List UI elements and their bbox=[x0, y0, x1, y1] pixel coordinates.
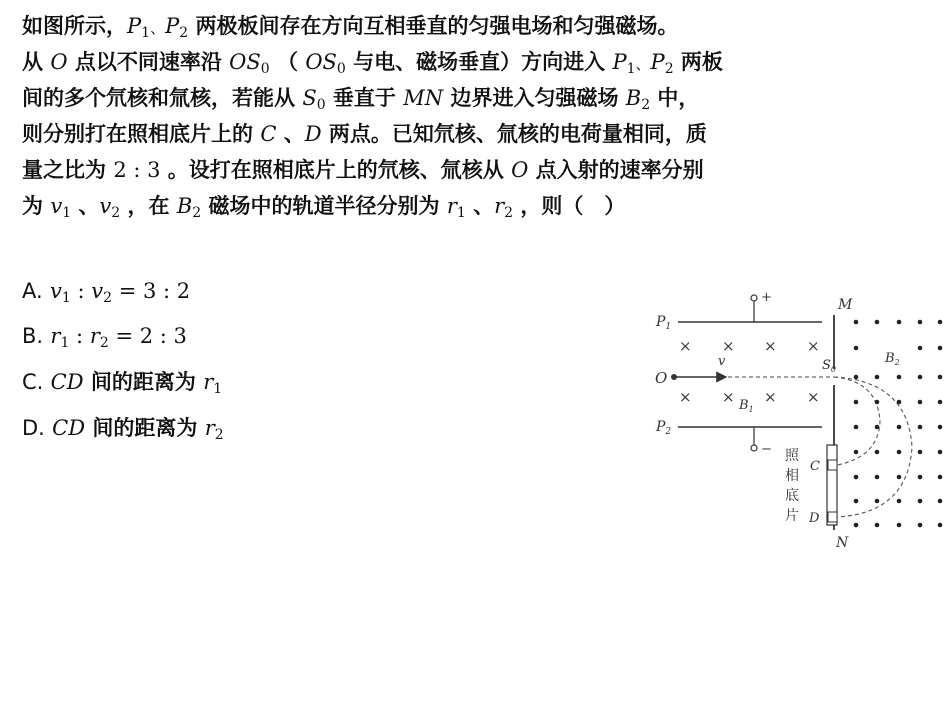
option-label: D. bbox=[22, 416, 45, 440]
field-dot bbox=[918, 450, 923, 455]
option-c[interactable] bbox=[22, 364, 222, 400]
spot-d bbox=[828, 512, 837, 522]
stem-text: 两极板间存在方向互相垂直的匀强电场和匀强磁场。 bbox=[188, 14, 679, 38]
field-dot bbox=[875, 450, 880, 455]
field-dot bbox=[938, 400, 943, 405]
stem-text: 间的多个氘核和氚核，若能从 bbox=[22, 86, 303, 110]
option-text: 间的距离为 bbox=[83, 370, 204, 394]
symbol-o: O bbox=[511, 158, 529, 182]
label-b2: $B_2$ bbox=[885, 351, 900, 367]
svg-text:片: 片 bbox=[785, 508, 799, 524]
field-dot bbox=[918, 523, 923, 528]
stem-text: 则分别打在照相底片上的 bbox=[22, 122, 261, 146]
option-label: B. bbox=[22, 324, 44, 348]
symbol-r2: $r_2$ bbox=[89, 324, 109, 351]
option-text: : bbox=[69, 324, 90, 348]
symbol-os0: $OS_0$ bbox=[305, 50, 346, 77]
stem-text: 两板 bbox=[673, 50, 723, 74]
label-n: N bbox=[836, 535, 849, 551]
symbol-mn: MN bbox=[403, 86, 444, 110]
stem-line-6 bbox=[22, 188, 937, 224]
stem-text: 垂直于 bbox=[325, 86, 404, 110]
stem-text: 、 bbox=[71, 194, 100, 218]
minus-terminal bbox=[751, 445, 757, 451]
field-dot bbox=[854, 320, 859, 325]
field-dot bbox=[854, 499, 859, 504]
symbol-p2: $P_2$ bbox=[165, 14, 189, 41]
option-b[interactable] bbox=[22, 318, 187, 354]
symbol-r1: $r_1$ bbox=[446, 194, 466, 221]
field-dot bbox=[918, 425, 923, 430]
symbol-p1: $P_1$ bbox=[612, 50, 636, 77]
symbol-r1: $r_1$ bbox=[50, 324, 70, 351]
label-c: C bbox=[810, 459, 820, 474]
spot-c bbox=[828, 460, 837, 470]
symbol-v2: $v_2$ bbox=[99, 194, 121, 221]
field-dot bbox=[854, 450, 859, 455]
field-dot bbox=[854, 375, 859, 380]
field-dot bbox=[854, 346, 859, 351]
option-a[interactable] bbox=[22, 273, 190, 309]
label-v: v bbox=[718, 354, 726, 369]
stem-text: 从 bbox=[22, 50, 51, 74]
symbol-v2: $v_2$ bbox=[91, 279, 113, 306]
field-dot bbox=[875, 425, 880, 430]
stem-text: （ bbox=[269, 50, 306, 74]
field-dot bbox=[897, 375, 902, 380]
field-dot bbox=[938, 523, 943, 528]
physics-diagram bbox=[650, 285, 945, 555]
symbol-b2: $B_2$ bbox=[625, 86, 651, 113]
stem-text: 如图所示， bbox=[22, 14, 127, 38]
label-o: O bbox=[655, 369, 668, 387]
stem-text: 两点。已知氘核、氚核的电荷量相同，质 bbox=[321, 122, 707, 146]
field-dot bbox=[897, 400, 902, 405]
svg-text:底: 底 bbox=[785, 488, 799, 504]
label-s0: $S_0$ bbox=[822, 358, 836, 374]
option-text: 间的距离为 bbox=[85, 416, 205, 440]
stem-text: 与电、磁场垂直）方向进入 bbox=[345, 50, 613, 74]
stem-text: 边界进入匀强磁场 bbox=[443, 86, 626, 110]
option-text: = 2 : 3 bbox=[108, 324, 187, 348]
symbol-cd: CD bbox=[52, 416, 86, 440]
symbol-b2: $B_2$ bbox=[176, 194, 202, 221]
svg-text:×: × bbox=[679, 337, 692, 355]
field-dot bbox=[938, 425, 943, 430]
stem-text: 、 bbox=[465, 194, 495, 218]
label-p1: $P_1$ bbox=[656, 314, 672, 332]
stem-text: 、 bbox=[150, 19, 166, 37]
plus-terminal bbox=[751, 295, 757, 301]
stem-line-1 bbox=[22, 8, 937, 44]
svg-text:×: × bbox=[807, 337, 820, 355]
field-dot bbox=[897, 450, 902, 455]
symbol-o: O bbox=[50, 50, 68, 74]
symbol-cd: CD bbox=[50, 370, 84, 394]
plus-label: + bbox=[761, 290, 772, 305]
film-label bbox=[785, 448, 800, 524]
field-dot bbox=[897, 499, 902, 504]
field-dot bbox=[938, 375, 943, 380]
symbol-r2: $r_2$ bbox=[494, 194, 514, 221]
svg-text:相: 相 bbox=[785, 468, 799, 484]
stem-text: 中， bbox=[650, 86, 700, 110]
option-d[interactable] bbox=[22, 410, 224, 446]
field-dot bbox=[918, 400, 923, 405]
option-text: = 3 : 2 bbox=[112, 279, 191, 303]
svg-text:照: 照 bbox=[785, 448, 799, 464]
field-dot bbox=[938, 499, 943, 504]
minus-label: − bbox=[761, 442, 772, 457]
stem-text: 、 bbox=[635, 55, 651, 73]
field-dot bbox=[854, 400, 859, 405]
symbol-v1: $v_1$ bbox=[49, 279, 71, 306]
field-dot bbox=[875, 400, 880, 405]
svg-text:×: × bbox=[764, 388, 777, 406]
field-dot bbox=[897, 475, 902, 480]
option-label: A. bbox=[22, 279, 43, 303]
label-m: M bbox=[838, 297, 853, 313]
option-label: C. bbox=[22, 370, 44, 394]
symbol-v1: $v_1$ bbox=[50, 194, 72, 221]
stem-text: ，则（ ） bbox=[513, 194, 626, 218]
field-dot bbox=[854, 425, 859, 430]
stem-text: 、 bbox=[276, 122, 305, 146]
svg-text:×: × bbox=[722, 337, 735, 355]
label-p2: $P_2$ bbox=[656, 419, 672, 437]
field-dot bbox=[875, 375, 880, 380]
field-dot bbox=[854, 475, 859, 480]
field-dot bbox=[938, 346, 943, 351]
b2-field-dots bbox=[854, 320, 943, 528]
symbol-c: C bbox=[260, 122, 277, 146]
field-dot bbox=[918, 475, 923, 480]
symbol-d: D bbox=[304, 122, 322, 146]
svg-text:×: × bbox=[807, 388, 820, 406]
trajectory-triton bbox=[834, 377, 912, 517]
field-dot bbox=[938, 320, 943, 325]
stem-line-5 bbox=[22, 152, 937, 188]
stem-line-4 bbox=[22, 116, 937, 152]
symbol-r1: $r_1$ bbox=[203, 370, 223, 397]
field-dot bbox=[854, 523, 859, 528]
svg-text:×: × bbox=[722, 388, 735, 406]
symbol-r2: $r_2$ bbox=[204, 416, 224, 443]
field-dot bbox=[918, 320, 923, 325]
b1-field-crosses bbox=[679, 337, 820, 406]
field-dot bbox=[918, 346, 923, 351]
stem-text: 磁场中的轨道半径分别为 bbox=[201, 194, 447, 218]
field-dot bbox=[897, 320, 902, 325]
field-dot bbox=[938, 475, 943, 480]
symbol-os0: $OS_0$ bbox=[229, 50, 270, 77]
stem-text: 点入射的速率分别 bbox=[528, 158, 704, 182]
field-dot bbox=[938, 450, 943, 455]
stem-text: 。设打在照相底片上的氘核、氚核从 bbox=[160, 158, 512, 182]
question-stem bbox=[22, 8, 937, 224]
mass-ratio: 2 : 3 bbox=[113, 158, 161, 182]
label-b1: $B_1$ bbox=[739, 398, 754, 414]
label-d: D bbox=[809, 511, 820, 526]
symbol-p2: $P_2$ bbox=[650, 50, 674, 77]
svg-text:×: × bbox=[679, 388, 692, 406]
symbol-p1: $P_1$ bbox=[127, 14, 151, 41]
symbol-s0: $S_0$ bbox=[302, 86, 326, 113]
field-dot bbox=[875, 523, 880, 528]
field-dot bbox=[875, 499, 880, 504]
field-dot bbox=[875, 320, 880, 325]
stem-line-3 bbox=[22, 80, 937, 116]
svg-text:×: × bbox=[764, 337, 777, 355]
field-dot bbox=[875, 475, 880, 480]
stem-text: 点以不同速率沿 bbox=[67, 50, 230, 74]
field-dot bbox=[897, 523, 902, 528]
field-dot bbox=[918, 375, 923, 380]
field-dot bbox=[897, 425, 902, 430]
stem-text: 量之比为 bbox=[22, 158, 114, 182]
stem-line-2 bbox=[22, 44, 937, 80]
stem-text: ，在 bbox=[120, 194, 177, 218]
stem-text: 为 bbox=[22, 194, 51, 218]
option-text: : bbox=[70, 279, 92, 303]
field-dot bbox=[918, 499, 923, 504]
